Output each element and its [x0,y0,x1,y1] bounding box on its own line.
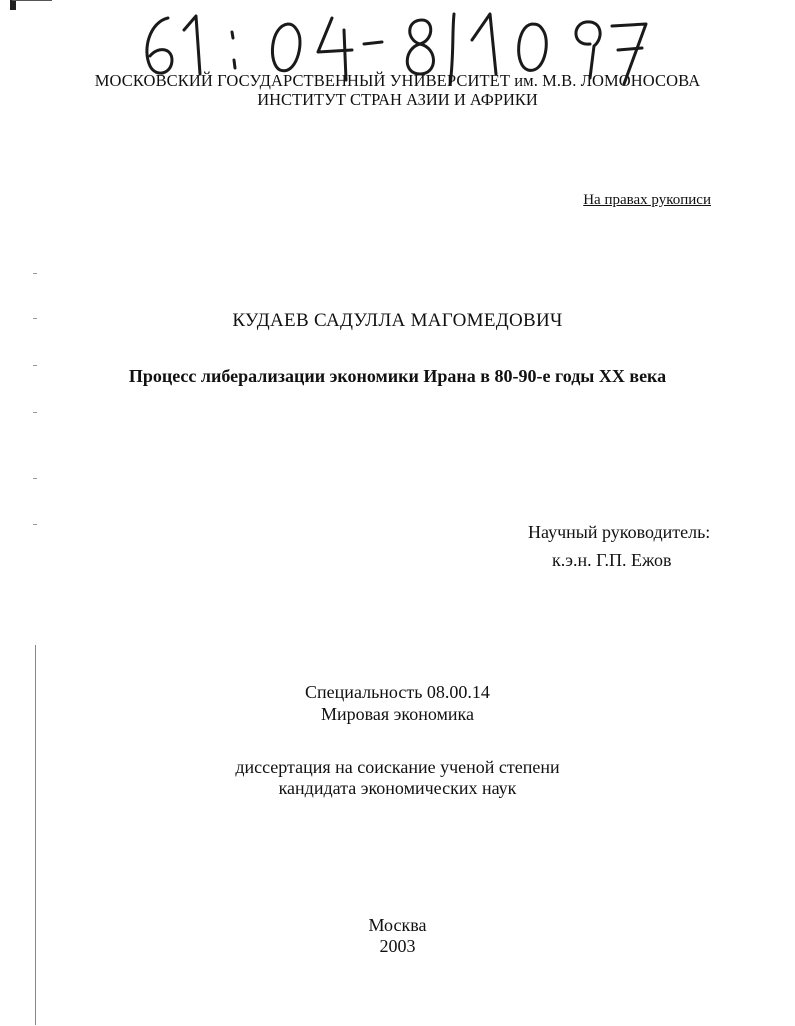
degree-line-1: диссертация на соискание ученой степени [235,757,560,777]
margin-tick [33,365,37,366]
dissertation-title: Процесс либерализации экономики Ирана в 80-90-е годы XX века [128,366,667,386]
scan-artifact-line [12,0,52,1]
margin-tick [33,412,37,413]
advisor-label: Научный руководитель: [528,522,711,542]
advisor-name: к.э.н. Г.П. Ежов [552,550,672,570]
specialty-name: Мировая экономика [321,704,474,724]
scan-margin-line [35,645,36,1025]
margin-tick [33,478,37,479]
institute-name: ИНСТИТУТ СТРАН АЗИИ И АФРИКИ [257,90,538,109]
margin-tick [33,318,37,319]
university-name: МОСКОВСКИЙ ГОСУДАРСТВЕННЫЙ УНИВЕРСИТЕТ им. М.В. ЛОМОНОСОВА [94,71,701,90]
scan-artifact [10,0,16,10]
specialty-code: Специальность 08.00.14 [305,682,490,702]
margin-tick [33,524,37,525]
year: 2003 [379,936,416,956]
city: Москва [368,915,427,935]
degree-line-2: кандидата экономических наук [278,778,517,798]
author-name: КУДАЕВ САДУЛЛА МАГОМЕДОВИЧ [232,310,563,331]
margin-tick [33,273,37,274]
rights-note: На правах рукописи [583,192,711,208]
